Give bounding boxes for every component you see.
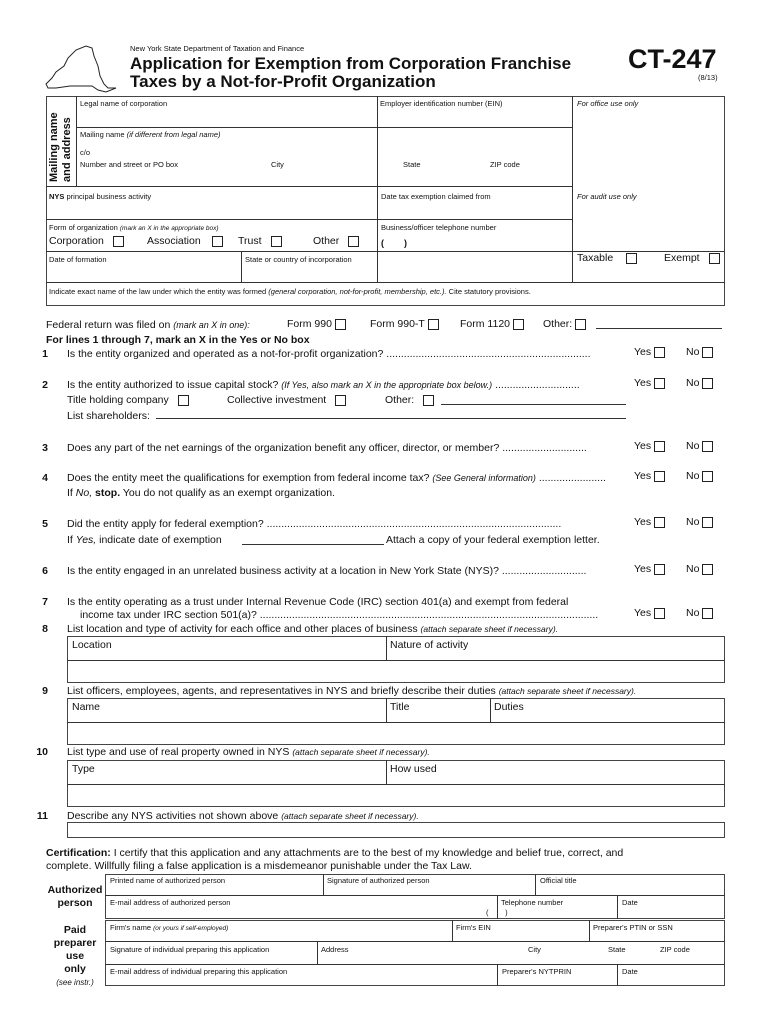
q4-stop-note: If No, stop. You do not qualify as an exempt organization. [67,487,335,499]
stock-other-checkbox[interactable] [423,395,434,406]
q3-no-checkbox[interactable] [702,441,713,452]
q7-no[interactable]: No [686,607,713,619]
exempt-option[interactable]: Exempt [664,253,720,264]
legal-name-label: Legal name of corporation [80,99,168,108]
state-label: State [403,160,421,169]
lines-instruction: For lines 1 through 7, mark an X in the Yes or No box [46,334,310,346]
q9-text: List officers, employees, agents, and representatives in NYS and briefly describe their duties (attach separate sheet if necessary). [67,685,637,697]
form-1120-option[interactable]: Form 1120 [460,318,524,330]
printed-name-label: Printed name of authorized person [110,876,226,885]
signature-label: Signature of authorized person [327,876,430,885]
q8-number: 8 [42,623,48,635]
association-option[interactable]: Association [147,236,223,247]
department-name: New York State Department of Taxation and Finance [130,44,305,53]
q3-number: 3 [42,442,48,454]
q5-yes[interactable]: Yes [634,516,665,528]
audit-use-label: For audit use only [577,192,637,201]
date-claimed-label: Date tax exemption claimed from [381,192,491,201]
preparer-email-label: E-mail address of individual preparing this application [110,967,288,976]
law-instruction: Indicate exact name of the law under which the entity was formed (general corporation, not-for-profit, membership, etc.). Cite statutory provisions. [49,287,531,296]
form-1120-checkbox[interactable] [513,319,524,330]
q6-yes[interactable]: Yes [634,563,665,575]
q5-text: Did the entity apply for federal exemption? ..................................................................................................... [67,518,562,530]
trust-option[interactable]: Trust [238,236,282,247]
q11-field[interactable] [67,822,725,838]
q1-yes[interactable]: Yes [634,346,665,358]
taxable-option[interactable]: Taxable [577,253,637,264]
title-holding-option[interactable]: Title holding company [67,394,189,406]
name-header: Name [72,701,101,713]
federal-return-label: Federal return was filed on (mark an X in one): [46,319,250,331]
street-label: Number and street or PO box [80,160,178,169]
q2-yes-checkbox[interactable] [654,378,665,389]
authorized-date-label: Date [622,898,638,907]
ptin-label: Preparer's PTIN or SSN [593,923,673,932]
how-used-header: How used [390,763,437,775]
corporation-option[interactable]: Corporation [49,236,124,247]
form-title-line1: Application for Exemption from Corporation Franchise [130,54,572,73]
q2-no-checkbox[interactable] [702,378,713,389]
location-header: Location [72,639,112,651]
preparer-date-label: Date [622,967,638,976]
exemption-date-field[interactable] [242,544,384,545]
form-id: CT-247 [628,44,717,74]
title-holding-checkbox[interactable] [178,395,189,406]
q2-number: 2 [42,379,48,391]
form-title-line2: Taxes by a Not-for-Profit Organization [130,72,436,91]
q3-yes-checkbox[interactable] [654,441,665,452]
q5-number: 5 [42,518,48,530]
form-990-checkbox[interactable] [335,319,346,330]
other-checkbox[interactable] [348,236,359,247]
other-return-option[interactable]: Other: [543,318,586,330]
zip-label: ZIP code [490,160,520,169]
q4-no[interactable]: No [686,470,713,482]
certification-text-line1: Certification: I certify that this application and any attachments are to the best of my knowledge and belief true, correct, and [46,847,624,859]
q1-number: 1 [42,348,48,360]
collective-investment-option[interactable]: Collective investment [227,394,346,406]
principal-activity-label: NYS principal business activity [49,192,152,201]
form-of-organization-label: Form of organization (mark an X in the appropriate box) [49,223,219,232]
nature-of-activity-header: Nature of activity [390,639,469,651]
new-york-state-outline-icon [42,44,122,96]
q5-yes-checkbox[interactable] [654,517,665,528]
q3-text: Does any part of the net earnings of the organization benefit any officer, director, or member? ............................. [67,442,587,454]
q5-date-label: If Yes, indicate date of exemption [67,534,222,546]
q4-text: Does the entity meet the qualifications for exemption from federal income tax? (See General information) ....................... [67,472,606,484]
form-990t-option[interactable]: Form 990-T [370,318,439,330]
q6-text: Is the entity engaged in an unrelated business activity at a location in New York State (NYS)? ............................. [67,565,587,577]
form-990-option[interactable]: Form 990 [287,318,346,330]
form-revision: (8/13) [698,73,718,82]
q4-yes-checkbox[interactable] [654,471,665,482]
corporation-checkbox[interactable] [113,236,124,247]
care-of-label: c/o [80,148,91,157]
firm-ein-label: Firm's EIN [456,923,491,932]
q8-text: List location and type of activity for each office and other places of business (attach separate sheet if necessary). [67,623,559,635]
paid-preparer-label: Paid preparer use only (see instr.) [53,924,97,987]
q7-yes[interactable]: Yes [634,607,665,619]
q6-number: 6 [42,565,48,577]
q3-no[interactable]: No [686,440,713,452]
nytprin-label: Preparer's NYTPRIN [502,967,572,976]
telephone-number-label: Telephone number [501,898,564,907]
q2-text: Is the entity authorized to issue capital stock? (If Yes, also mark an X in the appropriate box below.) ............................. [67,379,580,391]
q1-yes-checkbox[interactable] [654,347,665,358]
q3-yes[interactable]: Yes [634,440,665,452]
mailing-side-label: Mailing name and address [48,112,73,182]
association-checkbox[interactable] [212,236,223,247]
preparer-signature-label: Signature of individual preparing this application [110,945,270,954]
city-label: City [271,160,284,169]
q2-yes[interactable]: Yes [634,377,665,389]
preparer-zip-label: ZIP code [660,945,690,954]
q7-no-checkbox[interactable] [702,608,713,619]
ein-label: Employer identification number (EIN) [380,99,503,108]
q5-attach-note: Attach a copy of your federal exemption letter. [386,534,600,546]
q10-number: 10 [36,746,48,758]
title-header: Title [390,701,410,713]
q5-no-checkbox[interactable] [702,517,713,528]
duties-header: Duties [494,701,524,713]
telephone-label: Business/officer telephone number [381,223,497,232]
list-shareholders-label: List shareholders: [67,410,150,422]
date-of-formation-label: Date of formation [49,255,107,264]
q7-text-line1: Is the entity operating as a trust under Internal Revenue Code (IRC) section 401(a) and exempt from federal [67,596,569,608]
telephone-field[interactable]: ( ) [381,238,407,248]
authorized-email-label: E-mail address of authorized person [110,898,231,907]
q1-text: Is the entity organized and operated as a not-for-profit organization? ...................................................................... [67,348,591,360]
exempt-checkbox[interactable] [709,253,720,264]
q6-yes-checkbox[interactable] [654,564,665,575]
q4-yes[interactable]: Yes [634,470,665,482]
q5-no[interactable]: No [686,516,713,528]
preparer-city-label: City [528,945,541,954]
q6-no[interactable]: No [686,563,713,575]
other-option[interactable]: Other [313,236,359,247]
q1-no[interactable]: No [686,346,713,358]
q11-number: 11 [36,810,48,822]
q6-no-checkbox[interactable] [702,564,713,575]
telephone-number-field[interactable]: ( ) [486,908,508,917]
q10-text: List type and use of real property owned in NYS (attach separate sheet if necessary). [67,746,430,758]
trust-checkbox[interactable] [271,236,282,247]
q1-no-checkbox[interactable] [702,347,713,358]
type-header: Type [72,763,95,775]
certification-text-line2: complete. Willfully filing a false application is a misdemeanor punishable under the Tax Law. [46,860,472,872]
q2-no[interactable]: No [686,377,713,389]
q9-number: 9 [42,685,48,697]
preparer-address-label: Address [321,945,349,954]
q7-text-line2: income tax under IRC section 501(a)? .................................................................................................................... [80,609,599,621]
taxable-checkbox[interactable] [626,253,637,264]
authorized-person-label: Authorized person [47,884,103,909]
q4-number: 4 [42,472,48,484]
stock-other-option[interactable]: Other: [385,394,434,406]
q11-text: Describe any NYS activities not shown above (attach separate sheet if necessary). [67,810,419,822]
q7-yes-checkbox[interactable] [654,608,665,619]
state-of-incorporation-label: State or country of incorporation [245,255,352,264]
official-title-label: Official title [540,876,577,885]
preparer-state-label: State [608,945,626,954]
q4-no-checkbox[interactable] [702,471,713,482]
firm-name-label: Firm's name (or yours if self-employed) [110,923,229,932]
office-use-label: For office use only [577,99,639,108]
other-return-checkbox[interactable] [575,319,586,330]
mailing-name-label: Mailing name (if different from legal name) [80,130,221,139]
collective-investment-checkbox[interactable] [335,395,346,406]
form-990t-checkbox[interactable] [428,319,439,330]
q7-number: 7 [42,596,48,608]
